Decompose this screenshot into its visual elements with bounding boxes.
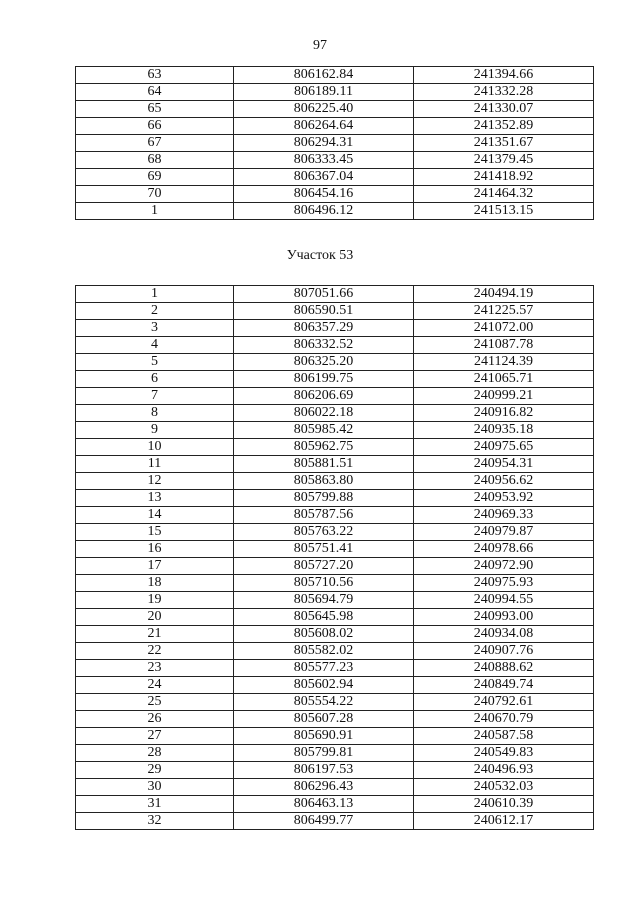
point-number-cell: 17 — [76, 558, 234, 575]
table-body — [76, 67, 594, 220]
y-coordinate-cell: 240935.18 — [414, 422, 594, 439]
x-coordinate-cell: 805602.94 — [234, 677, 414, 694]
table-row — [76, 303, 594, 320]
y-coordinate-cell: 240969.33 — [414, 507, 594, 524]
y-coordinate-cell: 240956.62 — [414, 473, 594, 490]
y-coordinate-cell: 241072.00 — [414, 320, 594, 337]
x-coordinate-cell: 805787.56 — [234, 507, 414, 524]
table-row — [76, 728, 594, 745]
point-number-cell: 24 — [76, 677, 234, 694]
table-row — [76, 762, 594, 779]
x-coordinate-cell: 806357.29 — [234, 320, 414, 337]
table-row — [76, 169, 594, 186]
point-number-cell: 63 — [76, 67, 234, 84]
x-coordinate-cell: 806264.64 — [234, 118, 414, 135]
y-coordinate-cell: 241124.39 — [414, 354, 594, 371]
point-number-cell: 64 — [76, 84, 234, 101]
point-number-cell: 32 — [76, 813, 234, 830]
y-coordinate-cell: 240610.39 — [414, 796, 594, 813]
table-row — [76, 609, 594, 626]
x-coordinate-cell: 805727.20 — [234, 558, 414, 575]
y-coordinate-cell: 240979.87 — [414, 524, 594, 541]
table-row — [76, 439, 594, 456]
point-number-cell: 1 — [76, 286, 234, 303]
point-number-cell: 28 — [76, 745, 234, 762]
y-coordinate-cell: 241418.92 — [414, 169, 594, 186]
table-row — [76, 135, 594, 152]
x-coordinate-cell: 806463.13 — [234, 796, 414, 813]
point-number-cell: 69 — [76, 169, 234, 186]
x-coordinate-cell: 807051.66 — [234, 286, 414, 303]
table-row — [76, 643, 594, 660]
x-coordinate-cell: 805577.23 — [234, 660, 414, 677]
x-coordinate-cell: 805554.22 — [234, 694, 414, 711]
table-row — [76, 371, 594, 388]
y-coordinate-cell: 241394.66 — [414, 67, 594, 84]
x-coordinate-cell: 805863.80 — [234, 473, 414, 490]
point-number-cell: 22 — [76, 643, 234, 660]
point-number-cell: 1 — [76, 203, 234, 220]
y-coordinate-cell: 241087.78 — [414, 337, 594, 354]
y-coordinate-cell: 240954.31 — [414, 456, 594, 473]
coordinates-table-top — [75, 66, 594, 220]
point-number-cell: 10 — [76, 439, 234, 456]
x-coordinate-cell: 805645.98 — [234, 609, 414, 626]
y-coordinate-cell: 240934.08 — [414, 626, 594, 643]
table-row — [76, 507, 594, 524]
point-number-cell: 27 — [76, 728, 234, 745]
point-number-cell: 13 — [76, 490, 234, 507]
x-coordinate-cell: 806162.84 — [234, 67, 414, 84]
x-coordinate-cell: 805751.41 — [234, 541, 414, 558]
point-number-cell: 5 — [76, 354, 234, 371]
table-row — [76, 473, 594, 490]
table-row — [76, 84, 594, 101]
table-body — [76, 286, 594, 830]
x-coordinate-cell: 806325.20 — [234, 354, 414, 371]
point-number-cell: 3 — [76, 320, 234, 337]
table-row — [76, 101, 594, 118]
y-coordinate-cell: 240494.19 — [414, 286, 594, 303]
x-coordinate-cell: 806332.52 — [234, 337, 414, 354]
table-row — [76, 354, 594, 371]
x-coordinate-cell: 806189.11 — [234, 84, 414, 101]
table-row — [76, 660, 594, 677]
y-coordinate-cell: 240612.17 — [414, 813, 594, 830]
table-row — [76, 405, 594, 422]
y-coordinate-cell: 241351.67 — [414, 135, 594, 152]
x-coordinate-cell: 806197.53 — [234, 762, 414, 779]
table-row — [76, 813, 594, 830]
y-coordinate-cell: 241513.15 — [414, 203, 594, 220]
y-coordinate-cell: 240792.61 — [414, 694, 594, 711]
y-coordinate-cell: 240993.00 — [414, 609, 594, 626]
point-number-cell: 68 — [76, 152, 234, 169]
point-number-cell: 4 — [76, 337, 234, 354]
table-row — [76, 337, 594, 354]
table-row — [76, 592, 594, 609]
y-coordinate-cell: 240975.65 — [414, 439, 594, 456]
y-coordinate-cell: 241330.07 — [414, 101, 594, 118]
table-row — [76, 796, 594, 813]
y-coordinate-cell: 240999.21 — [414, 388, 594, 405]
point-number-cell: 8 — [76, 405, 234, 422]
y-coordinate-cell: 240532.03 — [414, 779, 594, 796]
y-coordinate-cell: 241379.45 — [414, 152, 594, 169]
point-number-cell: 9 — [76, 422, 234, 439]
table-row — [76, 152, 594, 169]
y-coordinate-cell: 240496.93 — [414, 762, 594, 779]
y-coordinate-cell: 241352.89 — [414, 118, 594, 135]
table-row — [76, 118, 594, 135]
x-coordinate-cell: 805962.75 — [234, 439, 414, 456]
point-number-cell: 12 — [76, 473, 234, 490]
point-number-cell: 20 — [76, 609, 234, 626]
x-coordinate-cell: 806225.40 — [234, 101, 414, 118]
table-row — [76, 694, 594, 711]
table-row — [76, 745, 594, 762]
point-number-cell: 14 — [76, 507, 234, 524]
point-number-cell: 67 — [76, 135, 234, 152]
x-coordinate-cell: 805608.02 — [234, 626, 414, 643]
table-row — [76, 203, 594, 220]
y-coordinate-cell: 240978.66 — [414, 541, 594, 558]
point-number-cell: 25 — [76, 694, 234, 711]
x-coordinate-cell: 805710.56 — [234, 575, 414, 592]
point-number-cell: 11 — [76, 456, 234, 473]
point-number-cell: 26 — [76, 711, 234, 728]
point-number-cell: 66 — [76, 118, 234, 135]
x-coordinate-cell: 805694.79 — [234, 592, 414, 609]
x-coordinate-cell: 805763.22 — [234, 524, 414, 541]
x-coordinate-cell: 805881.51 — [234, 456, 414, 473]
x-coordinate-cell: 806199.75 — [234, 371, 414, 388]
point-number-cell: 31 — [76, 796, 234, 813]
table-row — [76, 779, 594, 796]
x-coordinate-cell: 806454.16 — [234, 186, 414, 203]
y-coordinate-cell: 240975.93 — [414, 575, 594, 592]
x-coordinate-cell: 806496.12 — [234, 203, 414, 220]
x-coordinate-cell: 806333.45 — [234, 152, 414, 169]
y-coordinate-cell: 240549.83 — [414, 745, 594, 762]
x-coordinate-cell: 806206.69 — [234, 388, 414, 405]
x-coordinate-cell: 805607.28 — [234, 711, 414, 728]
y-coordinate-cell: 240587.58 — [414, 728, 594, 745]
point-number-cell: 19 — [76, 592, 234, 609]
table-row — [76, 422, 594, 439]
table-row — [76, 711, 594, 728]
y-coordinate-cell: 241464.32 — [414, 186, 594, 203]
y-coordinate-cell: 240916.82 — [414, 405, 594, 422]
table-row — [76, 677, 594, 694]
y-coordinate-cell: 240670.79 — [414, 711, 594, 728]
y-coordinate-cell: 241225.57 — [414, 303, 594, 320]
table-row — [76, 67, 594, 84]
table-row — [76, 558, 594, 575]
point-number-cell: 30 — [76, 779, 234, 796]
table-row — [76, 490, 594, 507]
page-number: 97 — [313, 38, 327, 53]
x-coordinate-cell: 806294.31 — [234, 135, 414, 152]
table-row — [76, 388, 594, 405]
x-coordinate-cell: 805690.91 — [234, 728, 414, 745]
point-number-cell: 15 — [76, 524, 234, 541]
table-row — [76, 320, 594, 337]
x-coordinate-cell: 806367.04 — [234, 169, 414, 186]
point-number-cell: 18 — [76, 575, 234, 592]
point-number-cell: 23 — [76, 660, 234, 677]
y-coordinate-cell: 240953.92 — [414, 490, 594, 507]
y-coordinate-cell: 240888.62 — [414, 660, 594, 677]
point-number-cell: 70 — [76, 186, 234, 203]
table-row — [76, 541, 594, 558]
x-coordinate-cell: 805985.42 — [234, 422, 414, 439]
x-coordinate-cell: 806022.18 — [234, 405, 414, 422]
table-row — [76, 286, 594, 303]
y-coordinate-cell: 240907.76 — [414, 643, 594, 660]
table-row — [76, 626, 594, 643]
point-number-cell: 2 — [76, 303, 234, 320]
point-number-cell: 7 — [76, 388, 234, 405]
section-title: Участок 53 — [286, 248, 354, 263]
y-coordinate-cell: 240994.55 — [414, 592, 594, 609]
x-coordinate-cell: 805799.88 — [234, 490, 414, 507]
point-number-cell: 65 — [76, 101, 234, 118]
coordinates-table-plot-53 — [75, 285, 594, 830]
table-row — [76, 456, 594, 473]
point-number-cell: 6 — [76, 371, 234, 388]
table-row — [76, 524, 594, 541]
x-coordinate-cell: 805799.81 — [234, 745, 414, 762]
point-number-cell: 29 — [76, 762, 234, 779]
y-coordinate-cell: 241065.71 — [414, 371, 594, 388]
point-number-cell: 21 — [76, 626, 234, 643]
x-coordinate-cell: 805582.02 — [234, 643, 414, 660]
table-row — [76, 186, 594, 203]
point-number-cell: 16 — [76, 541, 234, 558]
x-coordinate-cell: 806296.43 — [234, 779, 414, 796]
x-coordinate-cell: 806590.51 — [234, 303, 414, 320]
table-row — [76, 575, 594, 592]
y-coordinate-cell: 240849.74 — [414, 677, 594, 694]
y-coordinate-cell: 240972.90 — [414, 558, 594, 575]
y-coordinate-cell: 241332.28 — [414, 84, 594, 101]
x-coordinate-cell: 806499.77 — [234, 813, 414, 830]
